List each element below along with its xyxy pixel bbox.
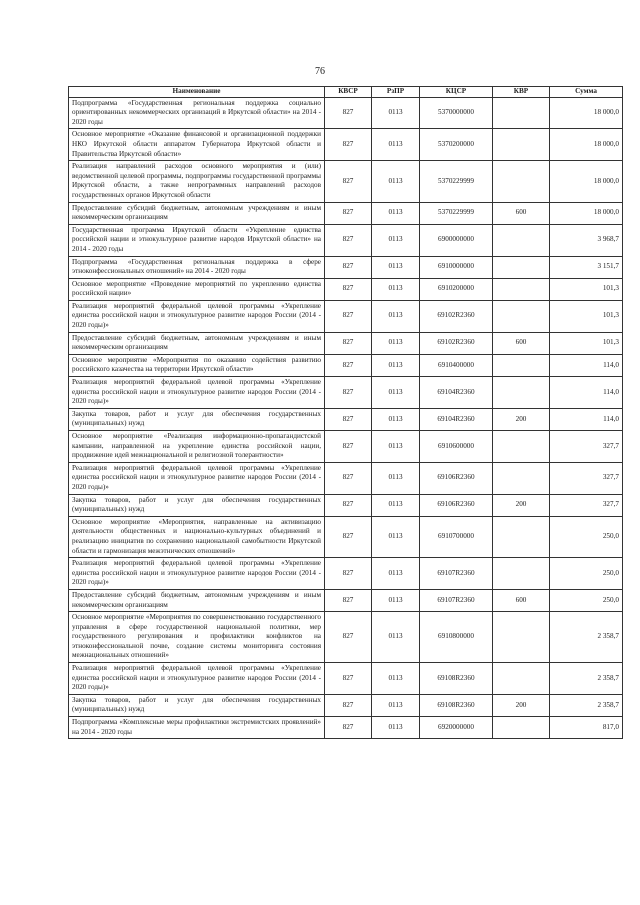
row-kvr: 600 xyxy=(493,202,550,224)
table-row xyxy=(69,558,623,590)
table-row xyxy=(69,161,623,202)
row-kcsr: 69108R2360 xyxy=(420,663,493,695)
header-row xyxy=(69,87,623,98)
row-sum: 2 358,7 xyxy=(550,612,623,663)
row-rzpr: 0113 xyxy=(372,717,420,739)
row-sum: 3 968,7 xyxy=(550,224,623,256)
budget-table xyxy=(68,86,623,739)
table-row xyxy=(69,129,623,161)
table-body xyxy=(69,97,623,739)
row-rzpr: 0113 xyxy=(372,377,420,409)
row-name: Государственная программа Иркутской области «Укрепление единства российской нации и этнокультурное развитие народов Иркутской области» на 2014 - 2020 годы xyxy=(69,224,325,256)
row-kcsr: 6910700000 xyxy=(420,516,493,557)
row-rzpr: 0113 xyxy=(372,516,420,557)
row-kvsr: 827 xyxy=(325,129,372,161)
row-kvr xyxy=(493,300,550,332)
row-kvsr: 827 xyxy=(325,589,372,611)
row-kcsr: 5370229999 xyxy=(420,161,493,202)
row-kvsr: 827 xyxy=(325,354,372,376)
row-kvsr: 827 xyxy=(325,256,372,278)
row-name: Подпрограмма «Государственная региональная поддержка социально ориентированных некоммерческих организаций в Иркутской области» на 2014 - 2020 годы xyxy=(69,97,325,129)
table-row xyxy=(69,408,623,430)
row-rzpr: 0113 xyxy=(372,129,420,161)
table-row xyxy=(69,202,623,224)
row-kcsr: 6900000000 xyxy=(420,224,493,256)
row-rzpr: 0113 xyxy=(372,97,420,129)
row-kvr xyxy=(493,377,550,409)
table-row xyxy=(69,332,623,354)
row-kvr: 600 xyxy=(493,332,550,354)
row-kcsr: 69107R2360 xyxy=(420,558,493,590)
table-row xyxy=(69,278,623,300)
row-kcsr: 69108R2360 xyxy=(420,694,493,716)
row-kvsr: 827 xyxy=(325,377,372,409)
row-kvr xyxy=(493,97,550,129)
row-sum: 101,3 xyxy=(550,278,623,300)
row-rzpr: 0113 xyxy=(372,161,420,202)
header-kvr: КВР xyxy=(493,87,550,98)
row-sum: 101,3 xyxy=(550,300,623,332)
table-row xyxy=(69,494,623,516)
row-sum: 2 358,7 xyxy=(550,663,623,695)
row-rzpr: 0113 xyxy=(372,332,420,354)
row-sum: 114,0 xyxy=(550,354,623,376)
table-row xyxy=(69,431,623,463)
row-rzpr: 0113 xyxy=(372,612,420,663)
header-sum: Сумма xyxy=(550,87,623,98)
row-kcsr: 6910400000 xyxy=(420,354,493,376)
row-sum: 18 000,0 xyxy=(550,202,623,224)
row-sum: 327,7 xyxy=(550,431,623,463)
row-kvr xyxy=(493,224,550,256)
table-row xyxy=(69,589,623,611)
row-sum: 18 000,0 xyxy=(550,129,623,161)
row-name: Предоставление субсидий бюджетным, автономным учреждениям и иным некоммерческим организациям xyxy=(69,332,325,354)
row-kvsr: 827 xyxy=(325,516,372,557)
row-kvsr: 827 xyxy=(325,612,372,663)
row-sum: 3 151,7 xyxy=(550,256,623,278)
row-kvsr: 827 xyxy=(325,431,372,463)
row-kvr xyxy=(493,129,550,161)
table-row xyxy=(69,717,623,739)
row-name: Реализация мероприятий федеральной целевой программы «Укрепление единства российской нации и этнокультурное развитие народов России (2014 - 2020 годы)» xyxy=(69,300,325,332)
header-kvsr: КВСР xyxy=(325,87,372,98)
row-kvsr: 827 xyxy=(325,278,372,300)
row-kvr: 600 xyxy=(493,589,550,611)
row-kvr: 200 xyxy=(493,408,550,430)
row-name: Основное мероприятие «Реализация информационно-пропагандистской кампании, направленной на укрепление единства российской нации, продвижение идей межнациональной и религиозной толерантности» xyxy=(69,431,325,463)
row-kvr xyxy=(493,256,550,278)
row-rzpr: 0113 xyxy=(372,202,420,224)
row-kvsr: 827 xyxy=(325,663,372,695)
row-name: Закупка товаров, работ и услуг для обеспечения государственных (муниципальных) нужд xyxy=(69,694,325,716)
row-rzpr: 0113 xyxy=(372,694,420,716)
row-sum: 817,0 xyxy=(550,717,623,739)
table-row xyxy=(69,224,623,256)
row-name: Реализация мероприятий федеральной целевой программы «Укрепление единства российской нации и этнокультурное развитие народов России (2014 - 2020 годы)» xyxy=(69,558,325,590)
table-header xyxy=(69,87,623,98)
row-rzpr: 0113 xyxy=(372,589,420,611)
row-name: Реализация мероприятий федеральной целевой программы «Укрепление единства российской нации и этнокультурное развитие народов России (2014 - 2020 годы)» xyxy=(69,462,325,494)
row-rzpr: 0113 xyxy=(372,462,420,494)
row-kvsr: 827 xyxy=(325,408,372,430)
row-rzpr: 0113 xyxy=(372,300,420,332)
table-row xyxy=(69,300,623,332)
row-name: Закупка товаров, работ и услуг для обеспечения государственных (муниципальных) нужд xyxy=(69,408,325,430)
row-rzpr: 0113 xyxy=(372,431,420,463)
row-rzpr: 0113 xyxy=(372,278,420,300)
row-sum: 250,0 xyxy=(550,589,623,611)
row-sum: 18 000,0 xyxy=(550,161,623,202)
table-row xyxy=(69,612,623,663)
row-kvsr: 827 xyxy=(325,224,372,256)
row-rzpr: 0113 xyxy=(372,408,420,430)
header-kcsr: КЦСР xyxy=(420,87,493,98)
row-kvr xyxy=(493,558,550,590)
row-kvr: 200 xyxy=(493,694,550,716)
row-name: Реализация мероприятий федеральной целевой программы «Укрепление единства российской нации и этнокультурное развитие народов России (2014 - 2020 годы)» xyxy=(69,663,325,695)
row-kcsr: 69102R2360 xyxy=(420,300,493,332)
page-number: 76 xyxy=(315,66,325,77)
row-kcsr: 6910000000 xyxy=(420,256,493,278)
row-rzpr: 0113 xyxy=(372,256,420,278)
row-rzpr: 0113 xyxy=(372,354,420,376)
row-kvsr: 827 xyxy=(325,694,372,716)
row-sum: 2 358,7 xyxy=(550,694,623,716)
row-kcsr: 5370200000 xyxy=(420,129,493,161)
row-kcsr: 6920000000 xyxy=(420,717,493,739)
row-sum: 250,0 xyxy=(550,516,623,557)
row-name: Основное мероприятие «Мероприятия по совершенствованию государственного управления в сфере государственной национальной политики, мер государственного регулирования и профилактики конфликтов на этноконфессиональной почве, создание системы мониторинга состояния межнациональных отношений» xyxy=(69,612,325,663)
row-kcsr: 6910200000 xyxy=(420,278,493,300)
row-name: Основное мероприятие «Оказание финансовой и организационной поддержки НКО Иркутской области аппаратом Губернатора Иркутской области и Правительства Иркутской области» xyxy=(69,129,325,161)
header-name: Наименование xyxy=(69,87,325,98)
row-kcsr: 69104R2360 xyxy=(420,408,493,430)
row-kvsr: 827 xyxy=(325,332,372,354)
row-kvr xyxy=(493,663,550,695)
row-sum: 327,7 xyxy=(550,462,623,494)
row-name: Реализация мероприятий федеральной целевой программы «Укрепление единства российской нации и этнокультурное развитие народов России (2014 - 2020 годы)» xyxy=(69,377,325,409)
row-kvr xyxy=(493,431,550,463)
row-kvsr: 827 xyxy=(325,300,372,332)
header-rzpr: РзПР xyxy=(372,87,420,98)
row-kvsr: 827 xyxy=(325,462,372,494)
row-name: Подпрограмма «Государственная региональная поддержка в сфере этноконфессиональных отношений» на 2014 - 2020 годы xyxy=(69,256,325,278)
table-row xyxy=(69,377,623,409)
row-name: Реализация направлений расходов основного мероприятия и (или) ведомственной целевой программы, подпрограммы государственной программы Иркутской области, а также непрограммных направлений расходов государственных органов Иркутской области xyxy=(69,161,325,202)
row-kcsr: 69106R2360 xyxy=(420,462,493,494)
row-kvr xyxy=(493,161,550,202)
row-name: Подпрограмма «Комплексные меры профилактики экстремистских проявлений» на 2014 - 2020 годы xyxy=(69,717,325,739)
row-kvr xyxy=(493,612,550,663)
row-kcsr: 69107R2360 xyxy=(420,589,493,611)
row-kvr xyxy=(493,516,550,557)
row-kvsr: 827 xyxy=(325,717,372,739)
row-kvr xyxy=(493,462,550,494)
row-kcsr: 69102R2360 xyxy=(420,332,493,354)
row-kcsr: 5370229999 xyxy=(420,202,493,224)
row-kcsr: 6910800000 xyxy=(420,612,493,663)
row-sum: 327,7 xyxy=(550,494,623,516)
row-kvsr: 827 xyxy=(325,97,372,129)
row-name: Предоставление субсидий бюджетным, автономным учреждениям и иным некоммерческим организациям xyxy=(69,589,325,611)
row-name: Предоставление субсидий бюджетным, автономным учреждениям и иным некоммерческим организациям xyxy=(69,202,325,224)
row-sum: 114,0 xyxy=(550,408,623,430)
row-kvsr: 827 xyxy=(325,494,372,516)
row-name: Закупка товаров, работ и услуг для обеспечения государственных (муниципальных) нужд xyxy=(69,494,325,516)
row-name: Основное мероприятие «Проведение мероприятий по укреплению единства российской нации» xyxy=(69,278,325,300)
row-rzpr: 0113 xyxy=(372,224,420,256)
row-kvr xyxy=(493,354,550,376)
table-row xyxy=(69,97,623,129)
table-row xyxy=(69,663,623,695)
table-row xyxy=(69,256,623,278)
row-kvsr: 827 xyxy=(325,161,372,202)
row-kcsr: 69104R2360 xyxy=(420,377,493,409)
row-kcsr: 69106R2360 xyxy=(420,494,493,516)
row-kcsr: 5370000000 xyxy=(420,97,493,129)
row-sum: 101,3 xyxy=(550,332,623,354)
table-row xyxy=(69,694,623,716)
table-row xyxy=(69,516,623,557)
row-kcsr: 6910600000 xyxy=(420,431,493,463)
row-kvr: 200 xyxy=(493,494,550,516)
row-kvr xyxy=(493,278,550,300)
row-name: Основное мероприятие «Мероприятия, направленные на активизацию деятельности общественных и национально-культурных объединений и реализацию инициатив по сохранению национальной самобытности Иркутской области и гармонизация межэтнических отношений» xyxy=(69,516,325,557)
row-name: Основное мероприятие «Мероприятия по оказанию содействия развитию российского казачества на территории Иркутской области» xyxy=(69,354,325,376)
row-sum: 250,0 xyxy=(550,558,623,590)
table-row xyxy=(69,354,623,376)
table-row xyxy=(69,462,623,494)
row-kvr xyxy=(493,717,550,739)
row-sum: 18 000,0 xyxy=(550,97,623,129)
row-rzpr: 0113 xyxy=(372,558,420,590)
row-rzpr: 0113 xyxy=(372,663,420,695)
row-kvsr: 827 xyxy=(325,558,372,590)
row-kvsr: 827 xyxy=(325,202,372,224)
row-sum: 114,0 xyxy=(550,377,623,409)
row-rzpr: 0113 xyxy=(372,494,420,516)
